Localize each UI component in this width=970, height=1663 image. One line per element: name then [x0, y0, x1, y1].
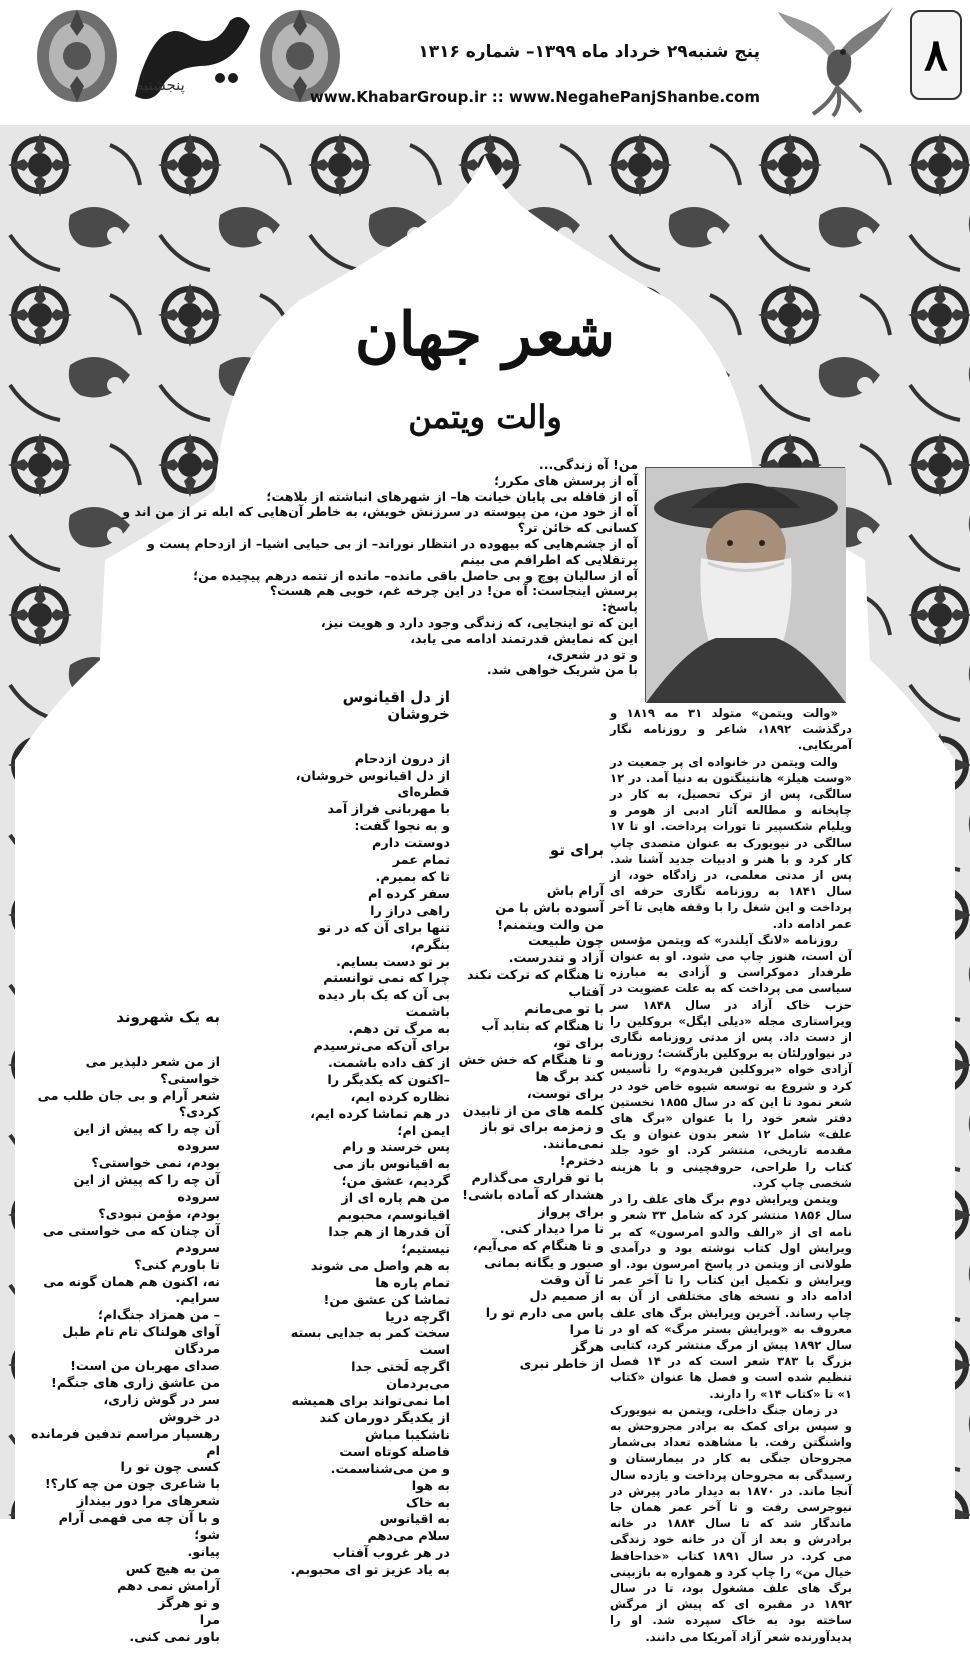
- poem-for-you-title: برای تو: [549, 840, 604, 859]
- bio-paragraph: «والت ویتمن» متولد ۳۱ مه ۱۸۱۹ و درگذشت ۱۸۹۲، شاعر و روزنامه نگار آمریکایی.: [610, 706, 852, 753]
- bio-paragraph: ویتمن ویرایش دوم برگ های علف را در سال ۱۸۵۶ منتشر کرد که شامل ۳۳ شعر و نامه ای از «رالف والدو امرسون» که بر ویرایش اول کتاب نوشته بود و درآمدی طولانی از ویتمن در پاسخ امرسون بود. او ویرایش و تکمیل این کتاب را تا آخر عمر ادامه داد و نسخه های مختلفی از آن به چاپ رساند. آخرین ویرایش برگ های علف معروف به «ویرایش بستر مرگ» که او در سال ۱۸۹۲ پیش از مرگ منتشر کرد، کتابی بزرگ با ۳۸۳ شعر است که در ۱۴ فصل تنظیم شده است و فصل ها عنوان «کتاب ۱» تا «کتاب ۱۴» را دارند.: [610, 1192, 852, 1401]
- poem-for-you-text: آرام باش آسوده باش با من من والت ویتمنم! چون طبیعت آزاد و تندرست. تا هنگام که ترکت نکند آفتاب با تو می‌مانم تا هنگام که بتابد آب برای تو، و تا هنگام که خش خش کند برگ ها برای توست، کلمه های من از تابیدن و زمزمه برای تو باز نمی‌مانند. دخترم! با تو قراری می‌گذارم هشدار که آماده باشی! برای پرواز تا مرا دیدار کنی. و تا هنگام که می‌آیم، صبور و یگانه بمانی تا آن وقت از صمیم دل پاس می دارم تو را تا مرا هرگز از خاطر نبری: [458, 883, 604, 1373]
- page-number: ۸: [924, 29, 948, 81]
- biography-column: [610, 705, 852, 1645]
- poem-citizen-text: از من شعر دلپذیر می خواستی؟ شعر آرام و بی جان طلب می کردی؟ آن چه را که پیش از این سروده بودم، نمی خواستی؟ آن چه را که پیش از این سروده بودم، مؤمن نبودی؟ آن چنان که می خواستی می سرودم تا باورم کنی؟ نه، اکنون هم همان گونه می سرایم. – من همزاد جنگ‌ام؛ آوای هولناک تام تام طبل مردگان صدای مهربان من است! من عاشق زاری های جنگم! سر در گوش زاری، در خروش رهسپار مراسم تدفین فرمانده ام کسی چون تو را با شاعری چون من چه کار؟! شعرهای مرا دور بینداز و با آن چه می فهمی آرام شو؛ پیانو. من به هیچ کس آرامش نمی دهم و تو هرگز مرا باور نمی کنی.: [30, 1054, 220, 1645]
- bio-paragraph: والت ویتمن در خانواده ای پر جمعیت در «وست هیلز» هانتینگتون به دنیا آمد. در ۱۲ سالگی، پس از ترک تحصیل، به کار در چاپخانه و مطالعه آثار ادبی از هومر و ویلیام شکسپیر تا تورات پرداخت. او تا ۱۷ سالگی در نیویورک به عنوان متصدی چاپ کار کرد و با هنر و ادبیات جدید آشنا شد. پس از مدتی معلمی، در زادگاه خود، از سال ۱۸۴۱ به روزنامه نگاری حرفه ای پرداخت و این شغل را با وقفه هایی تا آخر عمر ادامه داد.: [610, 754, 852, 931]
- article-author: والت ویتمن: [408, 398, 562, 436]
- portrait-illustration-icon: [646, 468, 846, 703]
- bio-paragraph: در زمان جنگ داخلی، ویتمن به نیویورک و سپس برای کمک به برادر مجروحش به واشنگتن رفت. با مشاهده تعداد بی‌شمار مجروحان جنگی به کار در بیمارستان و رسیدگی به مجروحان پرداخت و یازده سال آنجا ماند. در ۱۸۷۰ به دیدار مادر پیرش در نیوجرسی رفت و تا آخر عمر همان جا ماندگار شد که تا سال ۱۸۸۴ در خانه برادرش و بعد از آن در خانه خود زندگی می کرد. در سال ۱۸۹۱ کتاب «خداحافظ خیال من» را چاپ کرد و همواره به بازبینی برگ های علف مشغول بود، تا در سال ۱۸۹۲ در مقبره ای که پیش از مرگش ساخته بود به خاک سپرده شد. او را پدیدآورنده شعر آزاد آمریکا می دانند.: [610, 1402, 852, 1644]
- bio-paragraph: روزنامه «لانگ آیلندر» که ویتمن مؤسس آن است، هنوز چاپ می شود. او به عنوان طرفدار دموکراسی و آزادی به مبارزه سیاسی می پرداخت که به علت عضویت در حزب خاک آزاد در سال ۱۸۴۸ سر ویراستاری مجله «دیلی ایگل» بروکلین را از دست داد. پس از مدتی روزنامه نگاری در نیواورلئان به بروکلین بازگشت؛ روزنامه آزادی خواه «بروکلین فریدوم» را تأسیس کرد و شروع به توسعه شیوه خاص خود در شعر نمود تا این که در سال ۱۸۵۵ نخستین دفتر شعر خود را با عنوان «برگ های علف» شامل ۱۲ شعر بدون عنوان و یک مقدمه تاریخی، منتشر کرد. او خود جلد کتاب را طراحی، حروفچینی و با هزینه شخصی چاپ کرد.: [610, 932, 852, 1190]
- poem-ocean-column: [290, 672, 450, 1597]
- poem-ocean-text: از درون ازدحام از دل اقیانوس خروشان، قطره‌ای با مهربانی فراز آمد و به نجوا گفت: دوستت دارم تمام عمر تا که بمیرم. سفر کرده ام راهی دراز را تنها برای آن که در تو بنگرم، بر تو دست بسایم. چرا که نمی توانستم بی آن که یک بار دیده باشمت به مرگ تن دهم. برای آن‌که می‌ترسیدم از کف داده باشمت. –اکنون که یکدیگر را نظاره کرده ایم، در هم تماشا کرده ایم، ایمن ام؛ پس خرسند و رام به اقیانوس باز می گردیم، عشق من؛ من هم پاره ای از اقیانوسم، محبوبم آن قدرها از هم جدا نیستیم؛ به هم واصل می شوند تمام پاره ها تماشا کن عشق من! اگرچه دریا سخت کمر به جدایی بسته است اگرچه لَختی جدا می‌بردمان اما نمی‌تواند برای همیشه از یکدیگر دورمان کند ناشکیبا مباش فاصله کوتاه است و من می‌شناسمت. به هوا به خاک به اقیانوس سلام می‌دهم در هر غروب آفتاب به یاد عزیز تو ای محبوبم.: [290, 751, 450, 1579]
- article-title: شعر جهان: [354, 300, 616, 370]
- poem-citizen-title: به یک شهروند: [116, 1007, 220, 1026]
- issue-date-line: پنج شنبه۲۹ خرداد ماه ۱۳۹۹– شماره ۱۳۱۶: [418, 42, 760, 62]
- poem-for-you-column: [454, 825, 604, 1391]
- poem-citizen-column: [30, 992, 220, 1663]
- walt-whitman-portrait: [645, 467, 845, 702]
- logo-subtitle: پنجشنبه: [136, 76, 185, 94]
- main-poem-text: من! آه زندگی... آه از پرسش های مکرر؛ آه از قافله بی پایان خیانت ها– از شهرهای انباشته از بلاهت؛ آه از خود من، من پیوسته در سرزنش خویش، به خاطر آن‌هایی که ابله تر از من اند و کسانی که خائن تر؟ آه از چشم‌هایی که بیهوده در انتظار نوراند– از بی حیایی اشیا– از ازدحام پست و پرتقلایی که اطرافم می بینم آه از سالیان پوچ و بی حاصل باقی مانده– مانده از تتمه درهم پیچیده من؛ پرسش اینجاست: آه من! در این چرخه غم، خوبی هم هست؟ پاسخ: این که تو اینجایی، که زندگی وجود دارد و هویت نیز، این که نمایش قدرتمند ادامه می یابد، و تو در شعری، با من شریک خواهی شد.: [122, 457, 638, 678]
- website-urls[interactable]: www.KhabarGroup.ir :: www.NegahePanjShanbe.com: [309, 88, 760, 106]
- poem-ocean-title: از دل اقیانوس خروشان: [342, 687, 450, 723]
